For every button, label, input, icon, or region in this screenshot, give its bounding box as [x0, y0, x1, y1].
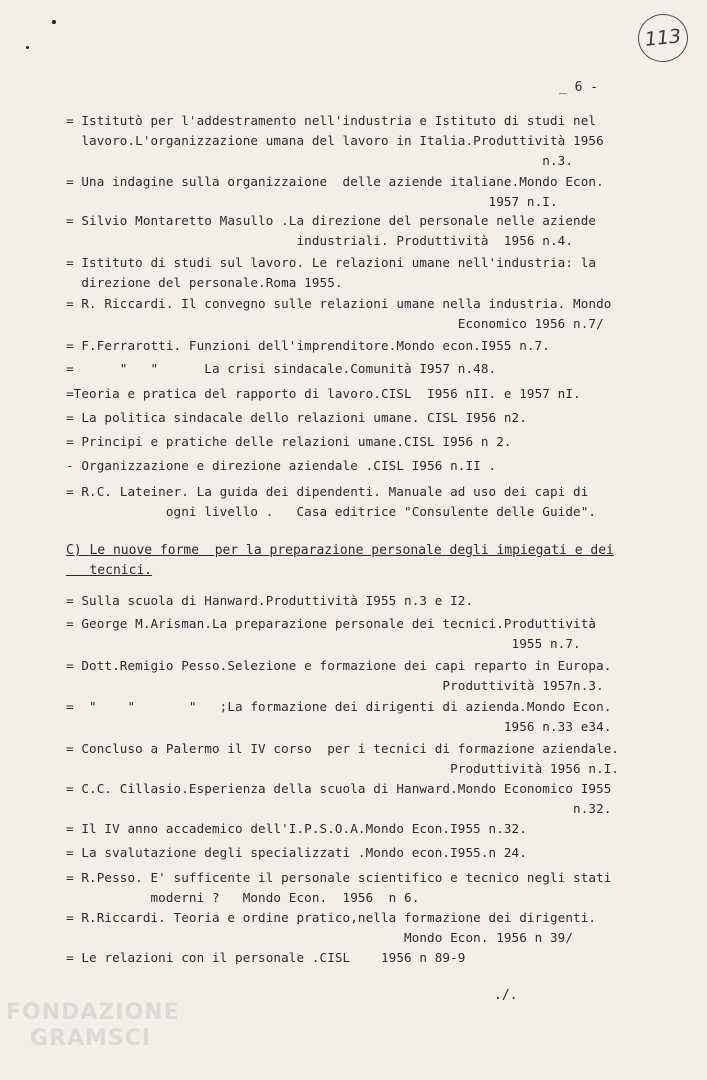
bibliography-entry: = La svalutazione degli specializzati .Mondo econ.I955.n 24.	[66, 845, 527, 860]
archive-watermark: FONDAZIONE GRAMSCI	[6, 1000, 180, 1051]
bibliography-entry: = La politica sindacale dello relazioni umane. CISL I956 n2.	[66, 410, 527, 425]
bibliography-entry: = Dott.Remigio Pesso.Selezione e formazione dei capi reparto in Europa. Produttività 1957n.3.	[66, 658, 612, 693]
bibliography-entry: =Teoria e pratica del rapporto di lavoro.CISL I956 nII. e 1957 nI.	[66, 386, 581, 401]
bibliography-entry: = Concluso a Palermo il IV corso per i tecnici di formazione aziendale. Produttività 1956 n.I.	[66, 741, 620, 776]
ink-dot	[26, 46, 29, 49]
bibliography-entry: = C.C. Cillasio.Esperienza della scuola di Hanward.Mondo Economico I955 n.32.	[66, 781, 612, 816]
continuation-mark: ./.	[494, 988, 518, 1003]
bibliography-entry: - Organizzazione e direzione aziendale .CISL I956 n.II .	[66, 458, 497, 473]
bibliography-entry: = Il IV anno accademico dell'I.P.S.O.A.Mondo Econ.I955 n.32.	[66, 821, 527, 836]
section-heading: C) Le nuove forme per la preparazione personale degli impiegati e dei tecnici.	[66, 543, 614, 578]
bibliography-entry: = Istituto di studi sul lavoro. Le relazioni umane nell'industria: la direzione del personale.Roma 1955.	[66, 255, 597, 290]
archive-stamp: 113	[636, 12, 691, 65]
bibliography-entry: = Istitutò per l'addestramento nell'industria e Istituto di studi nel lavoro.L'organizzazione umana del lavoro in Italia.Produttività 1956 n.3.	[66, 113, 604, 168]
bibliography-entry: = Silvio Montaretto Masullo .La direzione del personale nelle aziende industriali. Produttività 1956 n.4.	[66, 213, 597, 248]
bibliography-entry: = R.Pesso. E' sufficente il personale scientifico e tecnico negli stati moderni ? Mondo Econ. 1956 n 6.	[66, 870, 612, 905]
bibliography-entry: = George M.Arisman.La preparazione personale dei tecnici.Produttività 1955 n.7.	[66, 616, 597, 651]
bibliography-entry: = Una indagine sulla organizzaione delle aziende italiane.Mondo Econ. 1957 n.I.	[66, 174, 604, 209]
ink-dot	[52, 20, 56, 24]
bibliography-entry: = F.Ferrarotti. Funzioni dell'imprenditore.Mondo econ.I955 n.7.	[66, 338, 550, 353]
bibliography-entry: = Le relazioni con il personale .CISL 1956 n 89-9	[66, 950, 466, 965]
bibliography-entry: = Principi e pratiche delle relazioni umane.CISL I956 n 2.	[66, 434, 512, 449]
bibliography-entry: = " " La crisi sindacale.Comunità I957 n.48.	[66, 361, 497, 376]
bibliography-entry: = R.Riccardi. Teoria e ordine pratico,nella formazione dei dirigenti. Mondo Econ. 1956 n 39/	[66, 910, 597, 945]
bibliography-entry: = Sulla scuola di Hanward.Produttività I955 n.3 e I2.	[66, 593, 474, 608]
page-number: _ 6 -	[559, 80, 599, 95]
bibliography-entry: = " " " ;La formazione dei dirigenti di azienda.Mondo Econ. 1956 n.33 e34.	[66, 699, 612, 734]
bibliography-entry: = R. Riccardi. Il convegno sulle relazioni umane nella industria. Mondo Economico 1956 n.7/	[66, 296, 612, 331]
bibliography-entry: = R.C. Lateiner. La guida dei dipendenti. Manuale ad uso dei capi di ogni livello . Casa editrice "Consulente delle Guide".	[66, 484, 597, 519]
